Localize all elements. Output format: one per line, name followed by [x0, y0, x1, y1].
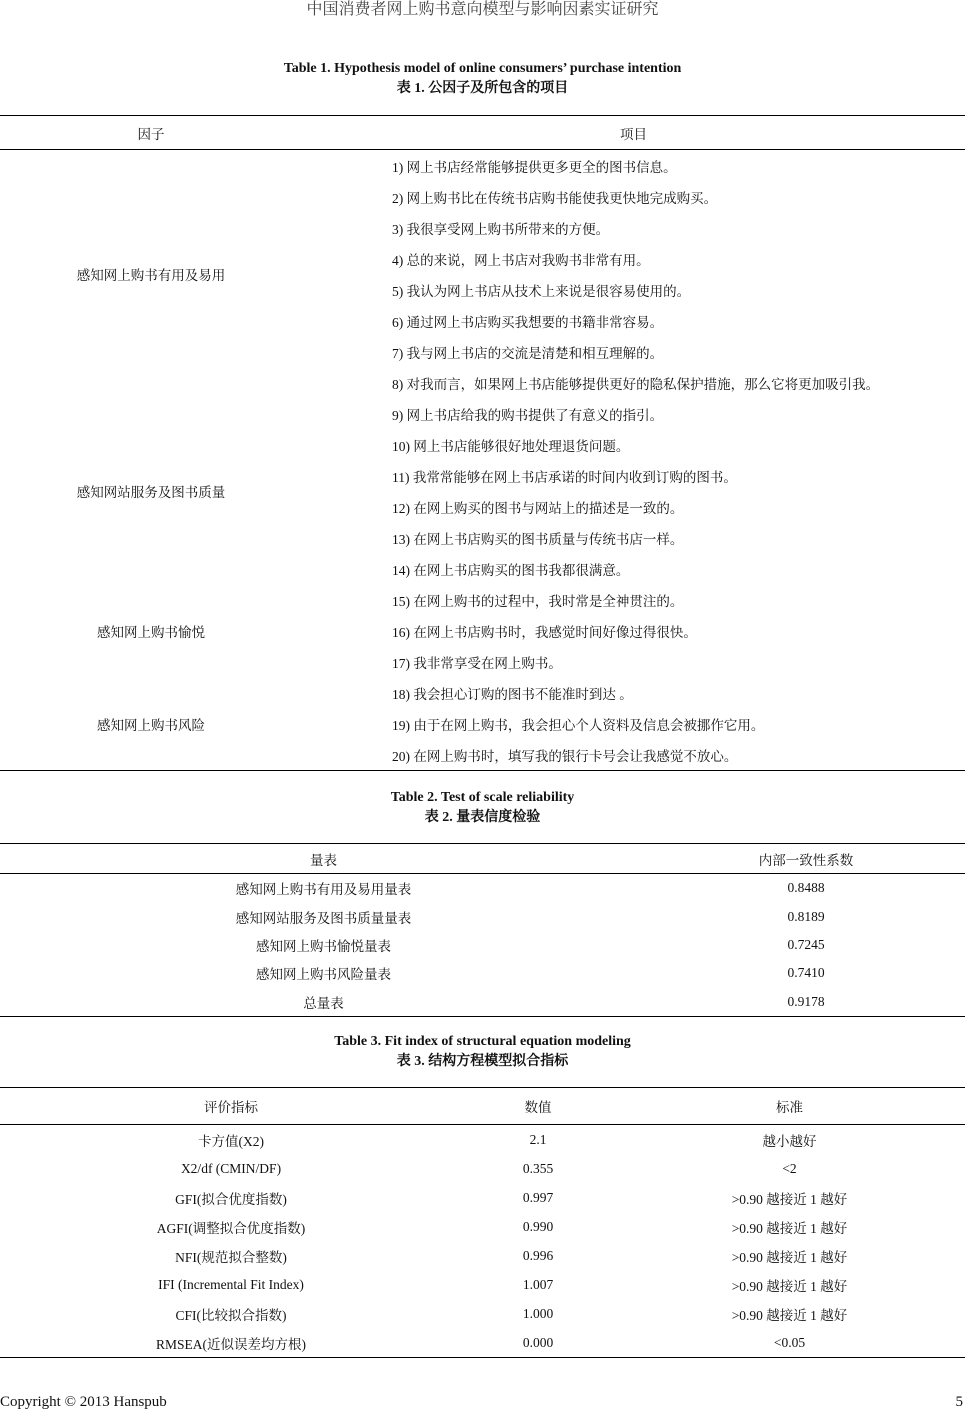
table-cell: >0.90 越接近 1 越好	[731, 1191, 848, 1207]
table1-caption-zh: 表 1. 公因子及所包含的项目	[396, 81, 569, 96]
table-cell: GFI(拟合优度指数)	[175, 1191, 287, 1207]
table-cell: 0.8189	[787, 908, 825, 924]
table-row	[0, 1241, 965, 1270]
table-cell: AGFI(调整拟合优度指数)	[156, 1220, 306, 1236]
table-cell: 1.007	[522, 1276, 554, 1292]
table-cell: 0.990	[522, 1218, 554, 1234]
table-row	[0, 1299, 965, 1328]
table-row	[0, 1328, 965, 1358]
table-cell: >0.90 越接近 1 越好	[731, 1307, 848, 1323]
table2-caption-en: Table 2. Test of scale reliability	[390, 790, 575, 805]
copyright: Copyright © 2013 Hanspub	[0, 1394, 167, 1410]
table-row	[0, 902, 965, 930]
table-cell: 感知网上购书有用及易用量表	[235, 882, 412, 898]
table-row	[0, 874, 965, 903]
table-row	[0, 1125, 965, 1155]
table-cell: >0.90 越接近 1 越好	[731, 1249, 848, 1265]
header-scale: 量表	[0, 844, 647, 874]
table-row	[0, 584, 965, 615]
item-cell: 14) 在网上书店购买的图书我都很满意。	[392, 562, 630, 578]
table-cell: 总量表	[303, 995, 344, 1011]
table1-caption-en: Table 1. Hypothesis model of online consumers’ purchase intention	[283, 61, 682, 76]
item-cell: 15) 在网上购书的过程中，我时常是全神贯注的。	[392, 593, 684, 609]
header-value: 数值	[462, 1088, 614, 1125]
table3-caption-en: Table 3. Fit index of structural equation modeling	[334, 1034, 631, 1049]
item-cell: 13) 在网上书店购买的图书质量与传统书店一样。	[392, 531, 684, 547]
table-cell: 感知网上购书风险量表	[256, 967, 391, 983]
table-row	[0, 150, 965, 182]
item-cell: 4) 总的来说，网上书店对我购书非常有用。	[392, 252, 650, 268]
item-cell: 17) 我非常享受在网上购书。	[392, 655, 562, 671]
table-cell: X2/df (CMIN/DF)	[180, 1160, 282, 1176]
table-row	[0, 1183, 965, 1212]
table-cell: >0.90 越接近 1 越好	[731, 1278, 848, 1294]
table-cell: NFI(规范拟合整数)	[175, 1249, 287, 1265]
table-cell: 0.7245	[787, 936, 825, 952]
table3	[0, 1087, 965, 1358]
table-row	[0, 931, 965, 959]
factor-cell: 感知网上购书风险	[97, 717, 205, 733]
table-row	[0, 1212, 965, 1241]
item-cell: 20) 在网上购书时，填写我的银行卡号会让我感觉不放心。	[392, 748, 738, 764]
item-cell: 16) 在网上书店购书时，我感觉时间好像过得很快。	[392, 624, 697, 640]
item-cell: 7) 我与网上书店的交流是清楚和相互理解的。	[392, 345, 664, 361]
item-cell: 10) 网上书店能够很好地处理退货问题。	[392, 438, 630, 454]
table-cell: 0.7410	[787, 965, 825, 981]
item-cell: 9) 网上书店给我的购书提供了有意义的指引。	[392, 407, 664, 423]
item-cell: 12) 在网上购买的图书与网站上的描述是一致的。	[392, 500, 684, 516]
table-row	[0, 398, 965, 429]
table-row	[0, 1270, 965, 1299]
table2-caption-zh: 表 2. 量表信度检验	[424, 810, 541, 825]
header-index: 评价指标	[0, 1088, 462, 1125]
table-cell: RMSEA(近似误差均方根)	[155, 1336, 306, 1352]
table-cell: 0.000	[522, 1334, 554, 1350]
header-items: 项目	[302, 116, 965, 150]
item-cell: 8) 对我而言，如果网上书店能够提供更好的隐私保护措施，那么它将更加吸引我。	[392, 376, 880, 392]
table2	[0, 843, 965, 1017]
table-cell: 感知网站服务及图书质量量表	[235, 910, 412, 926]
item-cell: 6) 通过网上书店购买我想要的书籍非常容易。	[392, 314, 664, 330]
table-cell: IFI (Incremental Fit Index)	[158, 1276, 304, 1292]
factor-cell: 感知网站服务及图书质量	[76, 485, 226, 500]
table-cell: 0.8488	[787, 880, 825, 896]
table-cell: 2.1	[529, 1131, 547, 1147]
header-factor: 因子	[0, 116, 302, 150]
item-cell: 2) 网上购书比在传统书店购书能使我更快地完成购买。	[392, 190, 718, 206]
table-cell: 0.9178	[787, 993, 825, 1009]
table-cell: 越小越好	[762, 1133, 817, 1149]
table-cell: 卡方值(X2)	[198, 1133, 264, 1149]
item-cell: 19) 由于在网上购书，我会担心个人资料及信息会被挪作它用。	[392, 717, 765, 733]
running-head: 中国消费者网上购书意向模型与影响因素实证研究	[306, 1, 659, 18]
header-standard: 标准	[614, 1088, 965, 1125]
table-cell: <0.05	[773, 1334, 806, 1350]
table3-caption-zh: 表 3. 结构方程模型拟合指标	[396, 1054, 569, 1069]
header-alpha: 内部一致性系数	[647, 844, 965, 874]
table-row	[0, 677, 965, 708]
item-cell: 18) 我会担心订购的图书不能准时到达 。	[392, 686, 633, 702]
table-cell: 感知网上购书愉悦量表	[256, 938, 391, 954]
table-row	[0, 959, 965, 987]
table-cell: 0.996	[522, 1247, 554, 1263]
table1	[0, 115, 965, 771]
factor-cell: 感知网上购书愉悦	[97, 624, 205, 640]
table-cell: >0.90 越接近 1 越好	[731, 1220, 848, 1236]
item-cell: 3) 我很享受网上购书所带来的方便。	[392, 221, 610, 237]
item-cell: 11) 我常常能够在网上书店承诺的时间内收到订购的图书。	[392, 469, 737, 485]
table-cell: <2	[782, 1160, 797, 1176]
table-cell: 1.000	[522, 1305, 554, 1321]
table-row	[0, 988, 965, 1017]
table-row	[0, 1154, 965, 1183]
table-cell: 0.997	[522, 1189, 554, 1205]
item-cell: 5) 我认为网上书店从技术上来说是很容易使用的。	[392, 283, 691, 299]
table-cell: 0.355	[522, 1160, 554, 1176]
factor-cell: 感知网上购书有用及易用	[76, 268, 226, 283]
item-cell: 1) 网上书店经常能够提供更多更全的图书信息。	[392, 159, 677, 175]
table-cell: CFI(比较拟合指数)	[175, 1307, 287, 1323]
page-number: 5	[955, 1394, 963, 1410]
